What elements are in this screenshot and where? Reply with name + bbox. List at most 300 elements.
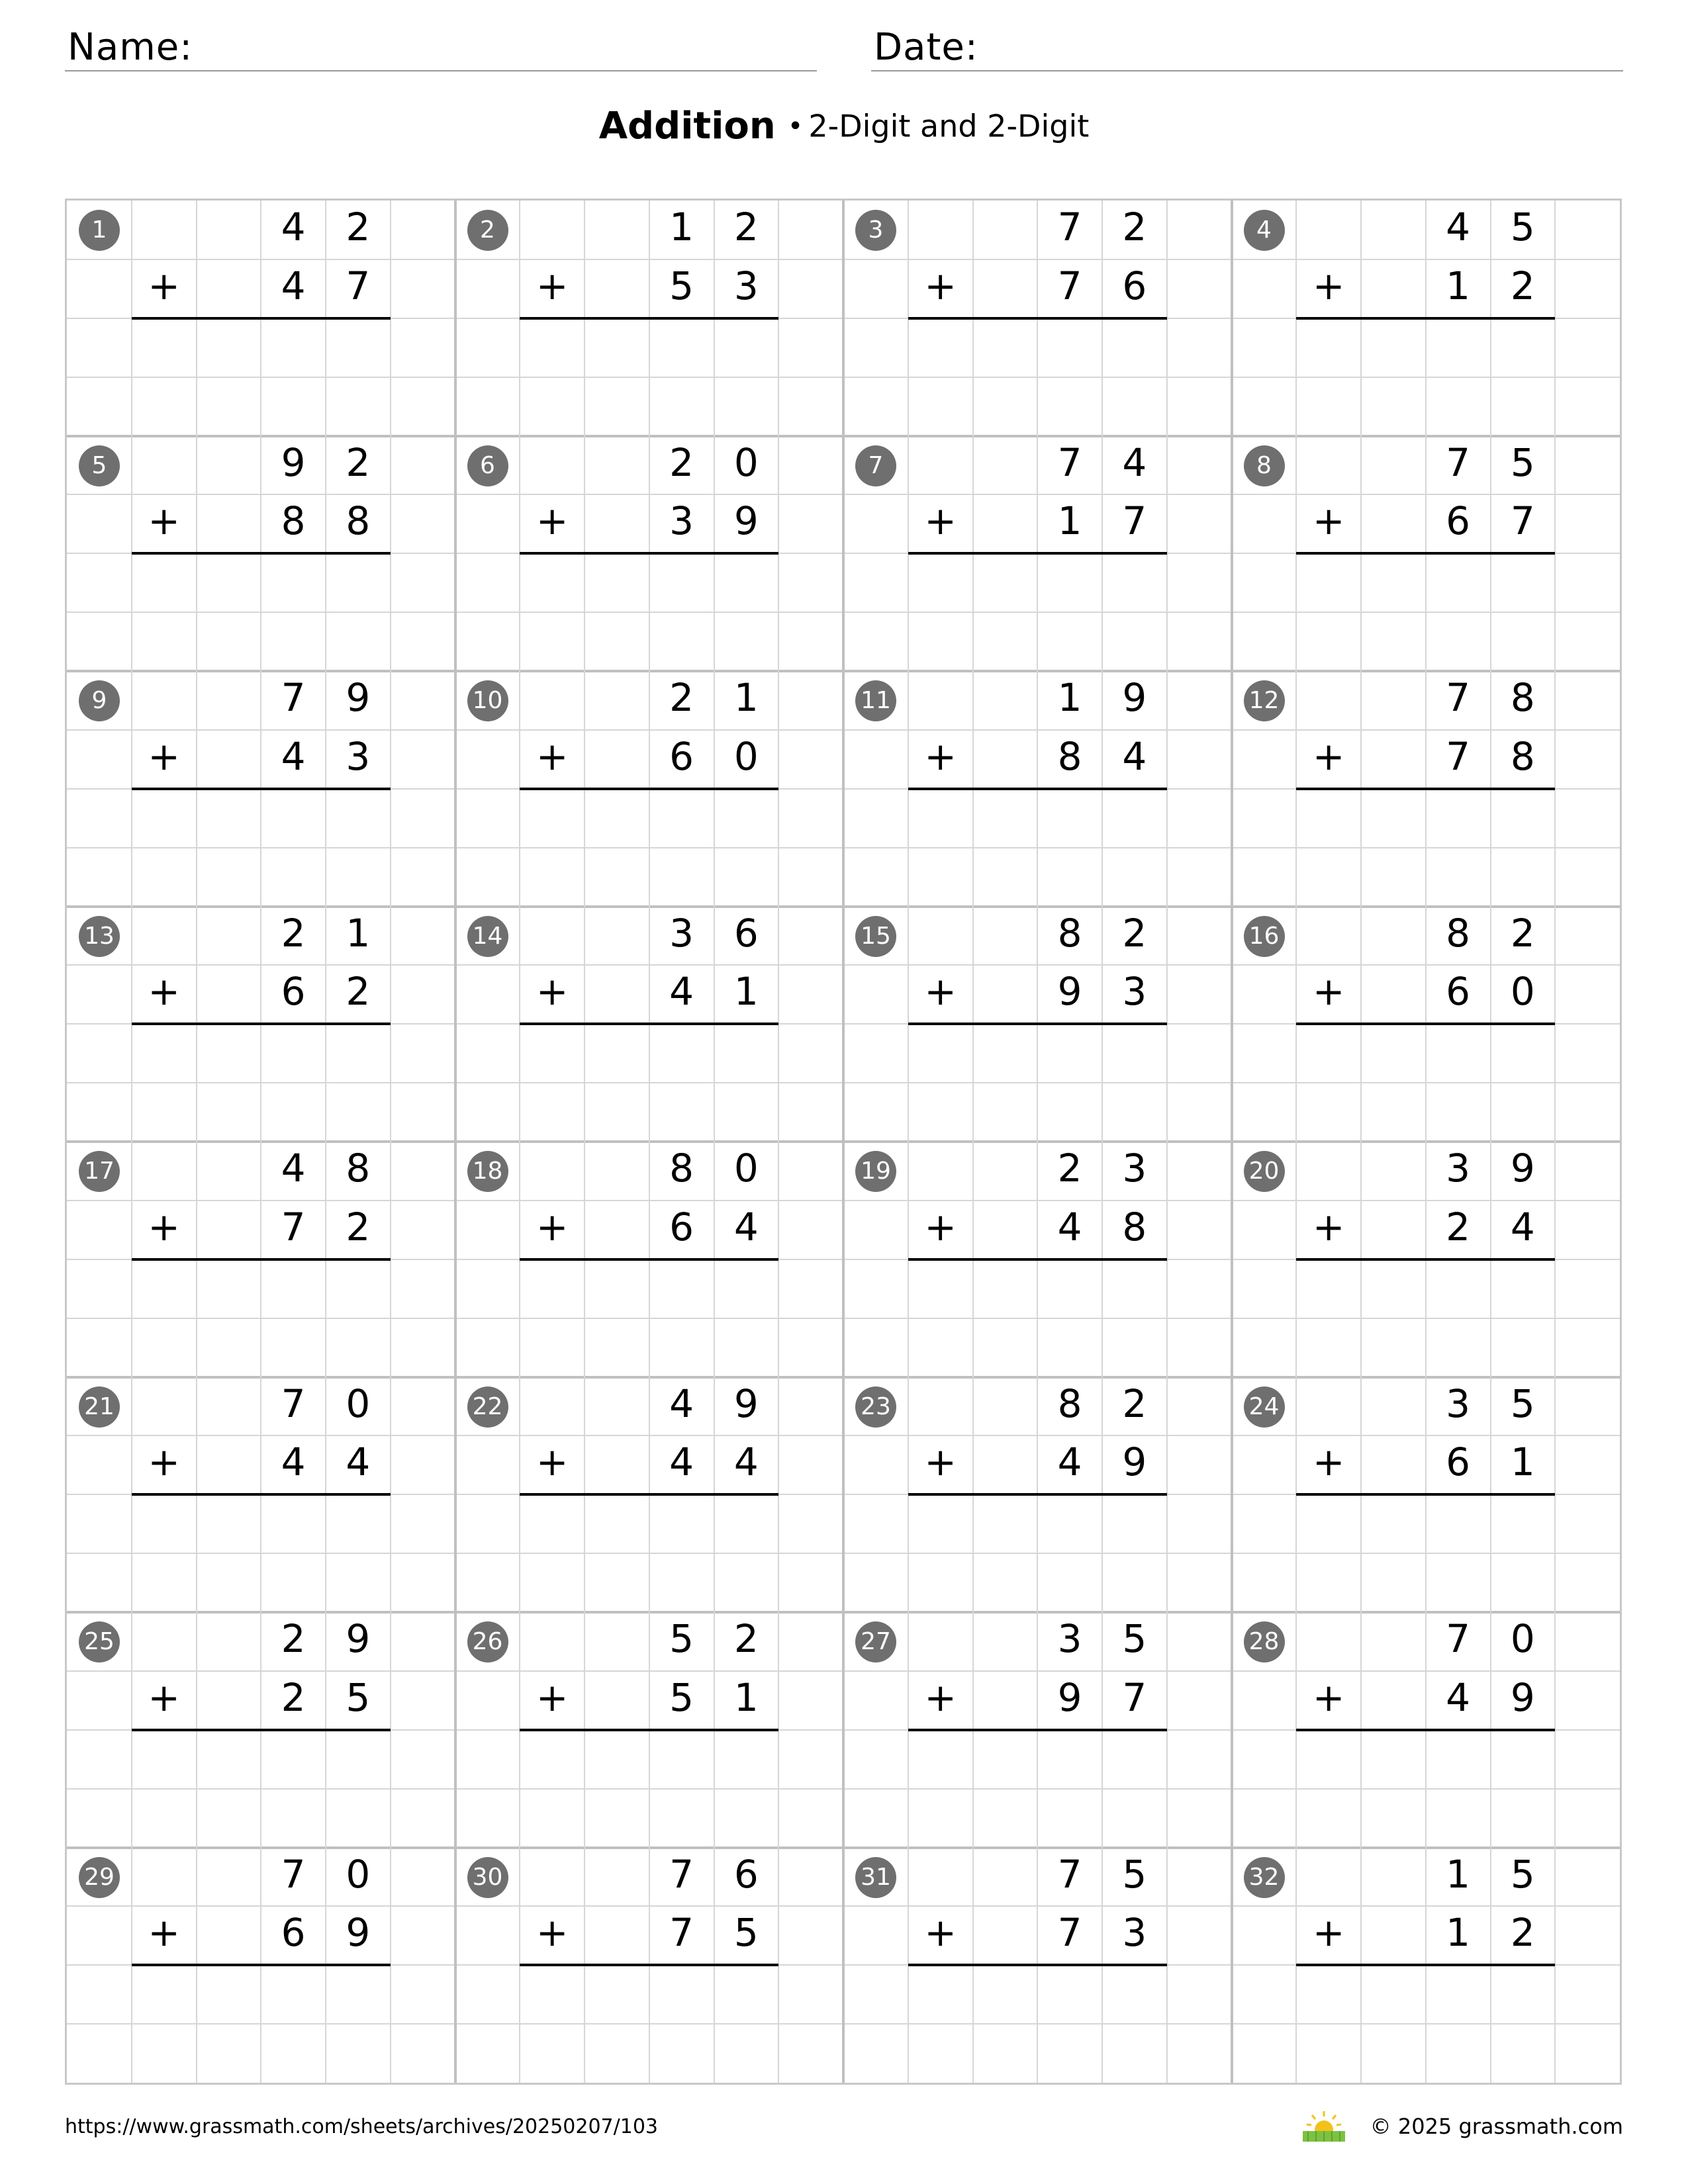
answer-cell[interactable] — [1102, 1259, 1167, 1318]
answer-cell[interactable] — [973, 1494, 1038, 1553]
answer-cell[interactable] — [585, 1259, 649, 1318]
problem-31 — [843, 1848, 1233, 2083]
addend-top-tens: 7 — [281, 1381, 306, 1426]
plus-sign: + — [148, 263, 180, 308]
problem-grid — [65, 199, 1622, 2085]
answer-cell[interactable] — [261, 1494, 326, 1553]
problem-5 — [67, 436, 456, 672]
problem-number-badge: 20 — [1244, 1151, 1285, 1192]
answer-cell[interactable] — [973, 1259, 1038, 1318]
answer-cell[interactable] — [326, 1965, 391, 2024]
plus-sign: + — [536, 1439, 569, 1485]
answer-cell[interactable] — [261, 553, 326, 612]
problem-1 — [67, 201, 456, 436]
addend-bottom-tens: 6 — [1446, 498, 1471, 544]
answer-cell[interactable] — [585, 1024, 649, 1083]
addend-top-ones: 5 — [1510, 1851, 1535, 1897]
answer-cell[interactable] — [132, 1494, 197, 1553]
plus-sign: + — [536, 733, 569, 779]
answer-cell[interactable] — [1296, 553, 1361, 612]
addend-top-ones: 1 — [346, 910, 371, 956]
problem-29 — [67, 1848, 456, 2083]
answer-cell[interactable] — [649, 789, 714, 848]
plus-sign: + — [148, 969, 180, 1015]
addend-top-tens: 4 — [669, 1381, 694, 1426]
answer-cell[interactable] — [649, 1965, 714, 2024]
answer-cell[interactable] — [1426, 1730, 1491, 1789]
addend-top-tens: 9 — [281, 439, 306, 485]
addend-bottom-tens: 1 — [1446, 1910, 1471, 1956]
answer-cell[interactable] — [1426, 1024, 1491, 1083]
answer-cell[interactable] — [132, 553, 197, 612]
plus-sign: + — [924, 1439, 957, 1485]
answer-cell[interactable] — [908, 553, 973, 612]
addend-bottom-tens: 7 — [281, 1204, 306, 1250]
answer-cell[interactable] — [261, 1259, 326, 1318]
problem-number-badge: 11 — [855, 680, 896, 721]
answer-cell[interactable] — [520, 318, 585, 377]
addend-top-tens: 4 — [1446, 205, 1471, 250]
problem-number-badge: 19 — [855, 1151, 896, 1192]
answer-cell[interactable] — [326, 1730, 391, 1789]
addend-top-ones: 2 — [1122, 205, 1147, 250]
answer-cell[interactable] — [585, 789, 649, 848]
addend-top-tens: 7 — [1446, 675, 1471, 720]
answer-cell[interactable] — [585, 1494, 649, 1553]
problem-number-badge: 12 — [1244, 680, 1285, 721]
addend-top-tens: 3 — [1057, 1616, 1082, 1661]
plus-sign: + — [148, 1910, 180, 1956]
answer-cell[interactable] — [326, 1024, 391, 1083]
addend-bottom-tens: 9 — [1057, 969, 1082, 1015]
addend-top-tens: 8 — [1446, 910, 1471, 956]
addend-bottom-tens: 2 — [281, 1674, 306, 1720]
plus-sign: + — [924, 263, 957, 308]
answer-cell[interactable] — [197, 1494, 261, 1553]
answer-cell[interactable] — [908, 318, 973, 377]
problem-number-badge: 1 — [79, 210, 120, 251]
answer-cell[interactable] — [1037, 789, 1102, 848]
answer-cell[interactable] — [1102, 1965, 1167, 2024]
addend-top-ones: 9 — [1122, 675, 1147, 720]
addend-bottom-ones: 3 — [1122, 969, 1147, 1015]
answer-cell[interactable] — [1296, 1730, 1361, 1789]
addend-top-ones: 9 — [733, 1381, 759, 1426]
answer-cell[interactable] — [261, 1965, 326, 2024]
addend-top-ones: 3 — [1122, 1146, 1147, 1191]
answer-cell[interactable] — [326, 553, 391, 612]
answer-cell[interactable] — [1361, 789, 1426, 848]
addend-bottom-tens: 4 — [281, 263, 306, 308]
answer-cell[interactable] — [649, 1259, 714, 1318]
plus-sign: + — [148, 498, 180, 544]
problem-7 — [843, 436, 1233, 672]
answer-cell[interactable] — [649, 553, 714, 612]
plus-sign: + — [148, 1439, 180, 1485]
addend-top-ones: 9 — [346, 1616, 371, 1661]
problem-number-badge: 2 — [467, 210, 508, 251]
problem-17 — [67, 1142, 456, 1377]
answer-cell[interactable] — [520, 1259, 585, 1318]
addend-top-tens: 2 — [669, 439, 694, 485]
answer-cell[interactable] — [649, 1730, 714, 1789]
answer-cell[interactable] — [973, 1024, 1038, 1083]
answer-cell[interactable] — [132, 1259, 197, 1318]
addend-top-ones: 5 — [1122, 1851, 1147, 1897]
answer-cell[interactable] — [1426, 1965, 1491, 2024]
addend-bottom-ones: 9 — [1122, 1439, 1147, 1485]
answer-cell[interactable] — [197, 1259, 261, 1318]
answer-cell[interactable] — [973, 318, 1038, 377]
problem-number-badge: 16 — [1244, 916, 1285, 957]
answer-cell[interactable] — [326, 1259, 391, 1318]
answer-cell[interactable] — [1296, 1259, 1361, 1318]
addend-bottom-ones: 1 — [733, 1674, 759, 1720]
addend-top-tens: 4 — [281, 205, 306, 250]
problem-number-badge: 24 — [1244, 1387, 1285, 1428]
answer-cell[interactable] — [1102, 1494, 1167, 1553]
answer-cell[interactable] — [585, 1965, 649, 2024]
addend-top-ones: 8 — [346, 1146, 371, 1191]
addend-bottom-tens: 6 — [669, 733, 694, 779]
answer-cell[interactable] — [1296, 1965, 1361, 2024]
addend-bottom-tens: 7 — [1057, 1910, 1082, 1956]
addend-bottom-tens: 4 — [669, 1439, 694, 1485]
addend-top-tens: 8 — [669, 1146, 694, 1191]
answer-cell[interactable] — [1296, 1494, 1361, 1553]
addend-top-tens: 1 — [669, 205, 694, 250]
answer-cell[interactable] — [520, 1730, 585, 1789]
answer-cell[interactable] — [1426, 1259, 1491, 1318]
addend-bottom-ones: 7 — [1122, 1674, 1147, 1720]
addend-bottom-tens: 7 — [1057, 263, 1082, 308]
footer-copyright: © 2025 grassmath.com — [1370, 2114, 1623, 2139]
addend-bottom-ones: 7 — [1122, 498, 1147, 544]
answer-cell[interactable] — [132, 1730, 197, 1789]
problem-number-badge: 31 — [855, 1857, 896, 1898]
addend-top-tens: 3 — [669, 910, 694, 956]
problem-8 — [1232, 436, 1621, 672]
addend-bottom-tens: 1 — [1057, 498, 1082, 544]
answer-cell[interactable] — [908, 1259, 973, 1318]
addend-top-tens: 7 — [281, 1851, 306, 1897]
answer-cell[interactable] — [714, 789, 779, 848]
answer-cell[interactable] — [1296, 1024, 1361, 1083]
addend-top-tens: 7 — [1057, 439, 1082, 485]
problem-24 — [1232, 1377, 1621, 1613]
answer-cell[interactable] — [1037, 1259, 1102, 1318]
addend-top-ones: 5 — [1510, 439, 1535, 485]
answer-cell[interactable] — [1491, 318, 1556, 377]
answer-cell[interactable] — [520, 1965, 585, 2024]
addend-top-ones: 1 — [733, 675, 759, 720]
answer-cell[interactable] — [714, 318, 779, 377]
answer-cell[interactable] — [908, 1024, 973, 1083]
addend-bottom-tens: 9 — [1057, 1674, 1082, 1720]
answer-cell[interactable] — [714, 1730, 779, 1789]
answer-cell[interactable] — [1491, 1494, 1556, 1553]
addend-bottom-tens: 6 — [669, 1204, 694, 1250]
addend-bottom-ones: 1 — [1510, 1439, 1535, 1485]
answer-cell[interactable] — [973, 789, 1038, 848]
addend-bottom-tens: 8 — [281, 498, 306, 544]
date-field[interactable] — [871, 24, 1623, 71]
plus-sign: + — [1312, 1910, 1345, 1956]
plus-sign: + — [1312, 969, 1345, 1015]
answer-cell[interactable] — [908, 1965, 973, 2024]
answer-cell[interactable] — [714, 553, 779, 612]
answer-cell[interactable] — [261, 1024, 326, 1083]
answer-cell[interactable] — [197, 1730, 261, 1789]
problem-number-badge: 6 — [467, 445, 508, 486]
answer-cell[interactable] — [1361, 1965, 1426, 2024]
addend-bottom-ones: 7 — [346, 263, 371, 308]
answer-cell[interactable] — [1296, 318, 1361, 377]
addend-top-ones: 5 — [1510, 1381, 1535, 1426]
name-label: Name: — [68, 26, 193, 69]
problem-25 — [67, 1612, 456, 1848]
problem-number-badge: 9 — [79, 680, 120, 721]
answer-cell[interactable] — [197, 1024, 261, 1083]
addend-bottom-tens: 6 — [1446, 969, 1471, 1015]
answer-cell[interactable] — [326, 789, 391, 848]
answer-cell[interactable] — [520, 1024, 585, 1083]
problem-number-badge: 32 — [1244, 1857, 1285, 1898]
problem-number-badge: 14 — [467, 916, 508, 957]
answer-cell[interactable] — [1361, 553, 1426, 612]
addend-top-ones: 2 — [1122, 1381, 1147, 1426]
addend-bottom-ones: 5 — [733, 1910, 759, 1956]
problem-27 — [843, 1612, 1233, 1848]
answer-cell[interactable] — [326, 1494, 391, 1553]
plus-sign: + — [536, 1204, 569, 1250]
answer-cell[interactable] — [1037, 1965, 1102, 2024]
answer-cell[interactable] — [1102, 1730, 1167, 1789]
answer-cell[interactable] — [520, 1494, 585, 1553]
addend-bottom-tens: 5 — [669, 1674, 694, 1720]
problem-4 — [1232, 201, 1621, 436]
addend-top-ones: 0 — [733, 439, 759, 485]
addend-bottom-ones: 4 — [1510, 1204, 1535, 1250]
plus-sign: + — [1312, 498, 1345, 544]
addend-bottom-tens: 4 — [1057, 1439, 1082, 1485]
title-main: Addition — [598, 105, 776, 148]
problem-number-badge: 7 — [855, 445, 896, 486]
answer-cell[interactable] — [1361, 1024, 1426, 1083]
addend-bottom-ones: 4 — [346, 1439, 371, 1485]
answer-cell[interactable] — [1102, 789, 1167, 848]
answer-cell[interactable] — [197, 553, 261, 612]
plus-sign: + — [536, 969, 569, 1015]
answer-cell[interactable] — [132, 1965, 197, 2024]
problem-2 — [455, 201, 845, 436]
addend-top-tens: 2 — [281, 1616, 306, 1661]
addend-top-ones: 6 — [733, 910, 759, 956]
problem-number-badge: 5 — [79, 445, 120, 486]
plus-sign: + — [924, 733, 957, 779]
problem-number-badge: 30 — [467, 1857, 508, 1898]
answer-cell[interactable] — [973, 1965, 1038, 2024]
answer-cell[interactable] — [1037, 1024, 1102, 1083]
addend-bottom-tens: 3 — [669, 498, 694, 544]
addend-bottom-ones: 4 — [733, 1439, 759, 1485]
problem-26 — [455, 1612, 845, 1848]
addend-bottom-ones: 9 — [733, 498, 759, 544]
answer-cell[interactable] — [1491, 1024, 1556, 1083]
answer-cell[interactable] — [649, 1024, 714, 1083]
answer-cell[interactable] — [714, 1965, 779, 2024]
answer-cell[interactable] — [585, 1730, 649, 1789]
addend-bottom-ones: 2 — [346, 1204, 371, 1250]
addend-top-ones: 2 — [1510, 910, 1535, 956]
addend-top-tens: 7 — [1446, 439, 1471, 485]
answer-cell[interactable] — [132, 318, 197, 377]
answer-cell[interactable] — [520, 789, 585, 848]
answer-cell[interactable] — [326, 318, 391, 377]
answer-cell[interactable] — [1491, 1965, 1556, 2024]
answer-cell[interactable] — [197, 789, 261, 848]
addend-bottom-ones: 6 — [1122, 263, 1147, 308]
answer-cell[interactable] — [1426, 553, 1491, 612]
addend-top-ones: 2 — [346, 439, 371, 485]
problem-13 — [67, 907, 456, 1142]
answer-cell[interactable] — [714, 1259, 779, 1318]
addend-bottom-ones: 0 — [1510, 969, 1535, 1015]
answer-cell[interactable] — [132, 1024, 197, 1083]
addend-bottom-tens: 6 — [281, 1910, 306, 1956]
answer-cell[interactable] — [261, 1730, 326, 1789]
footer-url[interactable]: https://www.grassmath.com/sheets/archives/20250207/103 — [65, 2115, 659, 2138]
problem-6 — [455, 436, 845, 672]
answer-cell[interactable] — [1426, 318, 1491, 377]
addend-bottom-ones: 4 — [1122, 733, 1147, 779]
problem-10 — [455, 671, 845, 907]
plus-sign: + — [924, 1674, 957, 1720]
addend-top-tens: 1 — [1446, 1851, 1471, 1897]
answer-cell[interactable] — [1037, 318, 1102, 377]
answer-cell[interactable] — [1361, 1730, 1426, 1789]
plus-sign: + — [924, 969, 957, 1015]
addend-bottom-tens: 1 — [1446, 263, 1471, 308]
answer-cell[interactable] — [1037, 553, 1102, 612]
answer-cell[interactable] — [1361, 1259, 1426, 1318]
answer-cell[interactable] — [1361, 318, 1426, 377]
addend-top-tens: 4 — [281, 1146, 306, 1191]
answer-cell[interactable] — [908, 789, 973, 848]
addend-top-ones: 9 — [1510, 1146, 1535, 1191]
date-label: Date: — [874, 26, 978, 69]
answer-cell[interactable] — [1426, 1494, 1491, 1553]
problem-22 — [455, 1377, 845, 1613]
answer-cell[interactable] — [649, 1494, 714, 1553]
addend-top-ones: 4 — [1122, 439, 1147, 485]
answer-cell[interactable] — [585, 553, 649, 612]
addend-top-tens: 8 — [1057, 1381, 1082, 1426]
answer-cell[interactable] — [1491, 789, 1556, 848]
answer-cell[interactable] — [908, 1730, 973, 1789]
problem-32 — [1232, 1848, 1621, 2083]
worksheet-title — [0, 105, 1688, 148]
addend-bottom-ones: 9 — [346, 1910, 371, 1956]
problem-16 — [1232, 907, 1621, 1142]
answer-cell[interactable] — [1491, 1259, 1556, 1318]
addend-top-tens: 7 — [1057, 205, 1082, 250]
answer-cell[interactable] — [132, 789, 197, 848]
addend-top-ones: 9 — [346, 675, 371, 720]
problem-number-badge: 23 — [855, 1387, 896, 1428]
answer-cell[interactable] — [1296, 789, 1361, 848]
addend-top-tens: 5 — [669, 1616, 694, 1661]
answer-cell[interactable] — [261, 318, 326, 377]
addend-top-ones: 2 — [733, 1616, 759, 1661]
plus-sign: + — [924, 498, 957, 544]
addend-top-ones: 0 — [346, 1381, 371, 1426]
addend-top-tens: 2 — [669, 675, 694, 720]
plus-sign: + — [148, 1674, 180, 1720]
problem-number-badge: 26 — [467, 1621, 508, 1662]
answer-cell[interactable] — [973, 553, 1038, 612]
plus-sign: + — [148, 1204, 180, 1250]
addend-bottom-ones: 7 — [1510, 498, 1535, 544]
answer-cell[interactable] — [1102, 318, 1167, 377]
problem-number-badge: 4 — [1244, 210, 1285, 251]
answer-cell[interactable] — [1102, 553, 1167, 612]
addend-bottom-ones: 9 — [1510, 1674, 1535, 1720]
addend-top-ones: 2 — [1122, 910, 1147, 956]
problem-18 — [455, 1142, 845, 1377]
answer-cell[interactable] — [1037, 1730, 1102, 1789]
answer-cell[interactable] — [197, 318, 261, 377]
problem-28 — [1232, 1612, 1621, 1848]
addend-top-tens: 7 — [1057, 1851, 1082, 1897]
answer-cell[interactable] — [520, 553, 585, 612]
addend-top-ones: 0 — [1510, 1616, 1535, 1661]
addend-bottom-tens: 5 — [669, 263, 694, 308]
problem-9 — [67, 671, 456, 907]
addend-top-ones: 0 — [346, 1851, 371, 1897]
answer-cell[interactable] — [585, 318, 649, 377]
problem-number-badge: 28 — [1244, 1621, 1285, 1662]
addend-bottom-ones: 1 — [733, 969, 759, 1015]
addend-bottom-ones: 2 — [1510, 1910, 1535, 1956]
problem-23 — [843, 1377, 1233, 1613]
answer-cell[interactable] — [714, 1494, 779, 1553]
answer-cell[interactable] — [1426, 789, 1491, 848]
plus-sign: + — [1312, 1204, 1345, 1250]
answer-cell[interactable] — [1361, 1494, 1426, 1553]
answer-cell[interactable] — [649, 318, 714, 377]
plus-sign: + — [536, 263, 569, 308]
answer-cell[interactable] — [714, 1024, 779, 1083]
answer-cell[interactable] — [908, 1494, 973, 1553]
problem-30 — [455, 1848, 845, 2083]
answer-cell[interactable] — [1491, 553, 1556, 612]
addend-bottom-tens: 8 — [1057, 733, 1082, 779]
addend-bottom-tens: 4 — [281, 733, 306, 779]
name-field[interactable] — [65, 24, 817, 71]
plus-sign: + — [148, 733, 180, 779]
answer-cell[interactable] — [261, 789, 326, 848]
addend-bottom-tens: 4 — [1057, 1204, 1082, 1250]
plus-sign: + — [536, 1910, 569, 1956]
answer-cell[interactable] — [197, 1965, 261, 2024]
answer-cell[interactable] — [1102, 1024, 1167, 1083]
answer-cell[interactable] — [973, 1730, 1038, 1789]
answer-cell[interactable] — [1037, 1494, 1102, 1553]
addend-top-tens: 8 — [1057, 910, 1082, 956]
answer-cell[interactable] — [1491, 1730, 1556, 1789]
addend-bottom-ones: 3 — [1122, 1910, 1147, 1956]
